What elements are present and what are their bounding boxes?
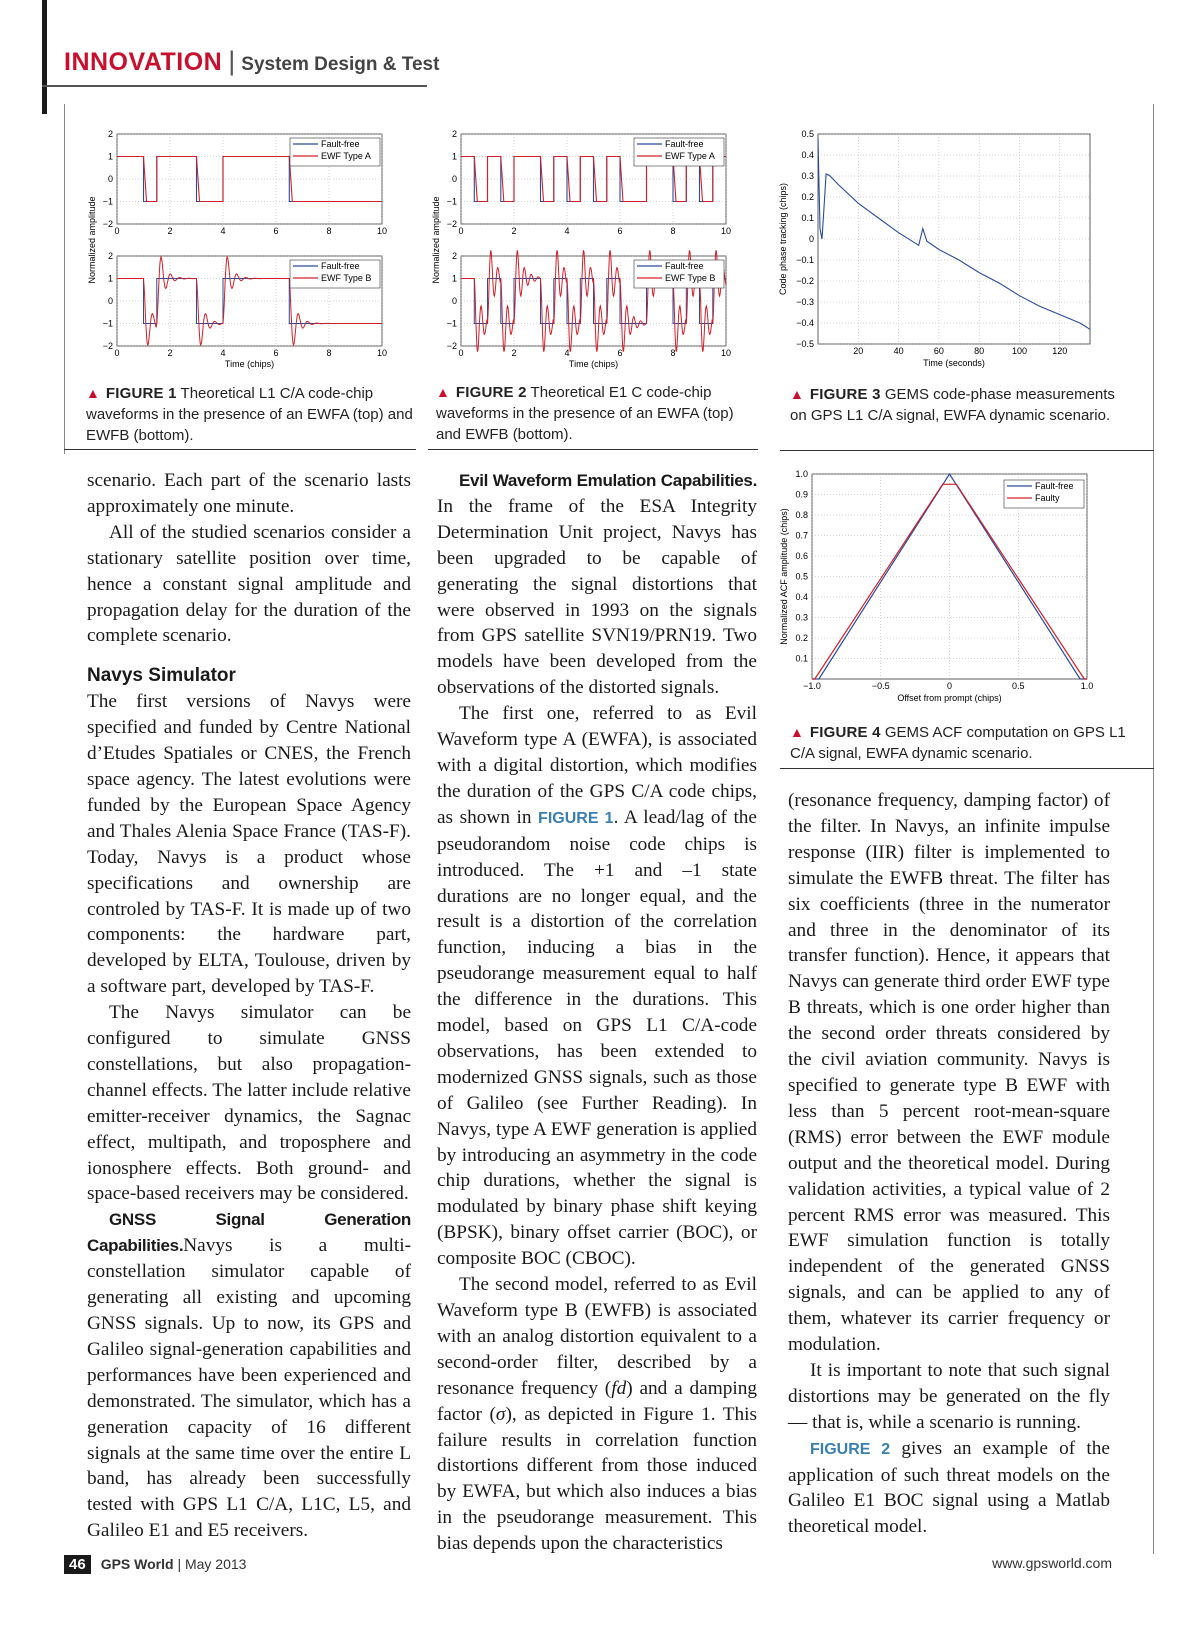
paragraph: The Navys simulator can be configured to simulate GNSS constellations, but also propagation-channel effects. The latter include relative emitter-receiver dynamics, the Sagnac effect, multipath, and troposphere and ionosphere effects. Both ground- and space-based receivers may be considered. <box>87 1002 411 1205</box>
x-tick-label: 4 <box>564 226 570 236</box>
x-tick-label: 2 <box>167 348 173 358</box>
y-tick-label: 2 <box>451 251 457 261</box>
x-tick-label: 4 <box>564 348 570 358</box>
y-tick-label: 0.6 <box>795 551 808 561</box>
figure-2-rule <box>428 449 758 450</box>
y-tick-label: 2 <box>451 129 457 139</box>
y-tick-label: 0.5 <box>795 571 808 582</box>
figure-3-chart <box>780 128 1110 381</box>
y-tick-label: −0.4 <box>796 318 814 328</box>
y-axis-label: Normalized amplitude <box>87 196 97 284</box>
x-tick-label: 6 <box>273 226 279 236</box>
figure-4-label: FIGURE 4 <box>809 724 881 741</box>
y-tick-label: 0 <box>107 174 113 184</box>
paragraph-text: Navys is a multi-constellation simulator capable of generating all existing and upcoming GNSS signals. Up to now, its GPS and Galileo signal-generation capabilities and performances have been experienced and demonstrated. The simulator, which has a generation capacity of 16 different signals at the same time over the entire L band, has already been successfully tested with GPS L1 C/A, L1C, L5, and Galileo E1 and E5 receivers. <box>87 1235 411 1542</box>
x-tick-label: 0.5 <box>1011 681 1025 691</box>
y-tick-label: 0.9 <box>795 489 808 500</box>
figure-4-rule <box>780 768 1154 769</box>
y-tick-label: 2 <box>107 251 113 261</box>
symbol-fd: fd <box>611 1377 627 1399</box>
symbol-sigma: σ <box>495 1403 506 1425</box>
paragraph: All of the studied scenarios consider a stationary satellite position over time, hence a constant signal amplitude and propagation delay for the duration of the complete scenario. <box>87 521 411 647</box>
y-axis-label: Normalized ACF amplitude (chips) <box>779 508 789 645</box>
x-tick-label: 20 <box>853 346 864 356</box>
x-tick-label: 10 <box>720 226 732 236</box>
figure-1-chart <box>84 128 404 378</box>
y-tick-label: 0.4 <box>801 150 814 160</box>
section-subtitle: System Design & Test <box>241 54 440 75</box>
y-tick-label: −2 <box>446 219 457 229</box>
y-tick-label: 1.0 <box>795 469 808 479</box>
paragraph-text: . A lead/lag of the pseudorandom noise code chips is introduced. The +1 and –1 state durations are no longer equal, and the result is a distortion of the correlation function, inducing a bias in the pseudorange measurement equal to half the difference in the durations. This model, based on GPS L1 C/A-code observations, has been extended to modernized GNSS signals, such as those of Galileo (see Further Reading). In Navys, type A EWF generation is applied by introducing an asymmetry in the code chip durations, whether the signal is modulated by binary phase shift keying (BPSK), binary offset carrier (BOC), or composite BOC (CBOC). <box>437 806 757 1270</box>
x-axis-label: Time (chips) <box>224 359 275 369</box>
figure-2-reference[interactable]: FIGURE 2 <box>810 1440 891 1458</box>
legend-label: EWF Type B <box>321 273 372 283</box>
y-tick-label: 0.8 <box>795 510 808 520</box>
section-heading: Navys Simulator <box>87 665 236 687</box>
figure-2 <box>428 128 748 378</box>
y-axis-label: Code phase tracking (chips) <box>778 182 788 296</box>
figure-3-caption-text: GEMS code-phase measurements on GPS L1 C/A signal, EWFA dynamic scenario. <box>790 386 1115 424</box>
run-in-heading: GNSS Signal Generation Capabilities. <box>87 1210 411 1256</box>
y-tick-label: 0.3 <box>795 612 808 623</box>
x-tick-label: −1.0 <box>803 681 821 691</box>
paragraph <box>87 1207 411 1544</box>
paragraph <box>437 701 757 1272</box>
x-axis-label: Offset from prompt (chips) <box>897 693 1002 703</box>
column-rule-right <box>1153 104 1154 1554</box>
legend-label: Fault-free <box>1035 481 1074 491</box>
magazine-name: GPS World <box>100 1556 174 1572</box>
figure-2-caption-text: Theoretical E1 C code-chip waveforms in the presence of an EWFA (top) and EWFB (bottom). <box>436 384 734 443</box>
website-url[interactable]: www.gpsworld.com <box>992 1555 1112 1571</box>
y-tick-label: 0.2 <box>795 633 808 643</box>
x-tick-label: 4 <box>220 348 226 358</box>
x-axis-label: Time (chips) <box>568 359 619 369</box>
y-tick-label: 0 <box>107 296 113 306</box>
y-tick-label: 0.3 <box>801 171 814 181</box>
x-tick-label: 0 <box>114 348 120 358</box>
y-tick-label: −2 <box>102 219 113 229</box>
figure-1-caption-text: Theoretical L1 C/A code-chip waveforms in the presence of an EWFA (top) and EWFB (bottom). <box>86 385 413 444</box>
figure-2-label: FIGURE 2 <box>455 384 527 401</box>
paragraph-text: gives an example of the application of such threat models on the Galileo E1 BOC signal using a Matlab theoretical model. <box>788 1437 1110 1538</box>
legend-label: Fault-free <box>321 139 360 149</box>
y-tick-label: −1 <box>446 196 457 207</box>
paragraph-text: The first one, referred to as Evil Waveform type A (EWFA), is associated with a digital distortion, which modifies the duration of the GPS C/A code chips, as shown in <box>437 703 757 828</box>
x-tick-label: 1.0 <box>1080 681 1094 691</box>
figure-1-rule <box>64 449 416 450</box>
x-tick-label: 2 <box>167 226 173 236</box>
x-tick-label: 10 <box>376 348 388 358</box>
article-column-3 <box>788 788 1110 1540</box>
x-tick-label: 6 <box>617 348 623 358</box>
paragraph-text: The second model, referred to as Evil Waveform type B (EWFB) is associated with an analog distortion equivalent to a second-order filter, described by a resonance frequency ( <box>437 1274 757 1399</box>
section-title: INNOVATION <box>64 48 223 76</box>
header-rule <box>42 85 427 87</box>
x-tick-label: 10 <box>720 348 732 358</box>
y-tick-label: 1 <box>107 151 113 162</box>
x-tick-label: 0 <box>458 226 464 236</box>
figure-4-chart <box>780 470 1110 720</box>
x-tick-label: 6 <box>617 226 623 236</box>
figure-4-caption-text: GEMS ACF computation on GPS L1 C/A signal, EWFA dynamic scenario. <box>790 724 1126 762</box>
y-tick-label: 1 <box>451 151 457 162</box>
triangle-icon: ▲ <box>790 724 804 740</box>
x-tick-label: 2 <box>511 348 517 358</box>
figure-1-caption <box>86 383 416 446</box>
paragraph: It is important to note that such signal distortions may be generated on the fly — that is, while a scenario is running. <box>788 1359 1110 1433</box>
y-tick-label: −2 <box>102 341 113 351</box>
x-tick-label: 0 <box>114 226 120 236</box>
x-tick-label: 40 <box>893 346 904 356</box>
x-tick-label: 60 <box>933 346 944 356</box>
paragraph: (resonance frequency, damping factor) of the filter. In Navys, an infinite impulse response (IIR) filter is implemented to simulate the EWFB threat. The filter has six coefficients (three in the numerator and three in the denominator of its transfer function). Hence, it appears that Navys can generate third order EWF type B threats, which is one order higher than the second order threats considered by the civil aviation community. Navys is specified to generate type B EWF with less than 5 percent root-mean-square (RMS) error between the EWF module output and the theoretical model. During validation activities, a typical value of 2 percent RMS error was measured. This EWF simulation function is totally independent of the generated GNSS signals, and can be applied to any of them, whatever its carrier frequency or modulation. <box>788 790 1110 1356</box>
column-rule-left <box>64 104 65 454</box>
y-tick-label: 0 <box>451 174 457 184</box>
x-tick-label: 10 <box>376 226 388 236</box>
figure-2-caption <box>436 382 756 445</box>
legend-label: Fault-free <box>665 139 704 149</box>
legend-label: EWF Type A <box>321 151 371 161</box>
y-tick-label: −1 <box>102 196 113 207</box>
y-tick-label: −2 <box>446 341 457 351</box>
figure-4 <box>780 470 1110 720</box>
y-tick-label: −0.3 <box>796 297 814 307</box>
y-tick-label: 0 <box>808 234 814 244</box>
paragraph <box>437 468 757 701</box>
figure-3-rule <box>780 450 1154 451</box>
section-header <box>64 46 439 77</box>
y-tick-label: 0.2 <box>801 192 814 202</box>
paragraph: scenario. Each part of the scenario lasts approximately one minute. <box>87 470 411 517</box>
y-tick-label: −1 <box>446 318 457 329</box>
paragraph <box>437 1272 757 1557</box>
triangle-icon: ▲ <box>790 386 804 402</box>
y-tick-label: −1 <box>102 318 113 329</box>
triangle-icon: ▲ <box>86 385 100 401</box>
y-tick-label: 0.1 <box>801 213 814 223</box>
paragraph-text: ), as depicted in Figure 1. This failure results in correlation function distortions different from those induced by EWFA, but which also induces a bias in the pseudorange measurement. This bias depends upon the characteristics <box>437 1403 757 1555</box>
y-tick-label: 0 <box>451 296 457 306</box>
figure-1 <box>84 128 404 378</box>
legend-label: Fault-free <box>321 261 360 271</box>
figure-3-caption <box>790 384 1120 426</box>
y-tick-label: −0.5 <box>796 339 814 349</box>
page-footer <box>64 1555 246 1574</box>
y-tick-label: 1 <box>451 273 457 284</box>
issue-date: May 2013 <box>184 1556 247 1572</box>
figure-3-label: FIGURE 3 <box>809 386 881 403</box>
article-column-2 <box>437 468 757 1557</box>
x-tick-label: 100 <box>1011 346 1027 356</box>
x-tick-label: 8 <box>670 348 676 358</box>
x-tick-label: 2 <box>511 226 517 236</box>
y-tick-label: 0.7 <box>795 530 808 541</box>
figure-3 <box>780 128 1110 381</box>
x-tick-label: 8 <box>670 226 676 236</box>
y-tick-label: 1 <box>107 273 113 284</box>
x-tick-label: 8 <box>326 226 332 236</box>
page-number: 46 <box>64 1555 91 1574</box>
y-axis-label: Normalized amplitude <box>431 196 441 284</box>
y-tick-label: 0.5 <box>801 129 814 139</box>
y-tick-label: −0.2 <box>796 276 814 286</box>
footer-separator: | <box>177 1556 182 1572</box>
x-tick-label: 4 <box>220 226 226 236</box>
run-in-heading: Evil Waveform Emulation Capabilities. <box>459 471 757 490</box>
x-tick-label: 0 <box>946 681 953 691</box>
y-tick-label: 0.4 <box>795 592 808 602</box>
x-tick-label: −0.5 <box>871 681 890 691</box>
x-tick-label: 80 <box>974 346 985 356</box>
legend-label: Faulty <box>1035 493 1060 503</box>
header-bar <box>42 0 47 114</box>
legend-label: Fault-free <box>665 261 704 271</box>
x-axis-label: Time (seconds) <box>923 358 985 368</box>
paragraph: The first versions of Navys were specified and funded by Centre National d’Etudes Spatiales or CNES, the French space agency. The latest evolutions were funded by the European Space Agency and Thales Alenia Space France (TAS-F). Today, Navys is a product whose specifications and ownership are controled by TAS-F. It is made up of two components: the hardware part, developed by ELTA, Toulouse, driven by a software part, developed by TAS-F. <box>87 691 411 998</box>
figure-1-reference[interactable]: FIGURE 1 <box>538 809 614 827</box>
legend-label: EWF Type A <box>665 151 715 161</box>
x-tick-label: 0 <box>458 348 464 358</box>
paragraph-text: In the frame of the ESA Integrity Determination Unit project, Navys has been upgraded to be capable of generating the signal distortions that were observed in 1993 on the signals from GPS satellite SVN19/PRN19. Two models have been developed from the observations of the distorted signals. <box>437 495 757 699</box>
figure-2-chart <box>428 128 748 378</box>
x-tick-label: 6 <box>273 348 279 358</box>
y-tick-label: 0.1 <box>795 653 808 664</box>
y-tick-label: 2 <box>107 129 113 139</box>
triangle-icon: ▲ <box>436 384 450 400</box>
figure-1-label: FIGURE 1 <box>105 385 177 402</box>
y-tick-label: −0.1 <box>796 255 814 265</box>
paragraph <box>788 1436 1110 1541</box>
x-tick-label: 120 <box>1052 346 1068 356</box>
article-column-1 <box>87 468 411 1544</box>
paragraph-text: ) and a damping factor ( <box>437 1377 757 1425</box>
header-separator: | <box>228 46 236 76</box>
x-tick-label: 8 <box>326 348 332 358</box>
figure-4-caption <box>790 722 1135 764</box>
legend-label: EWF Type B <box>665 273 716 283</box>
